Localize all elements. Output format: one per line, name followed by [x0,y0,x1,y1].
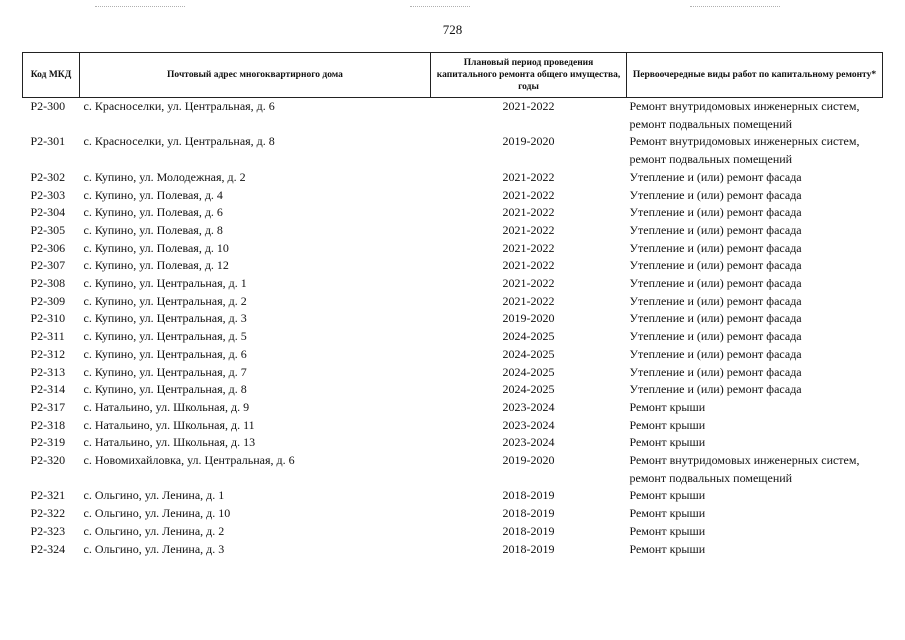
table-row [23,133,883,168]
row-period: 2019-2020 [502,134,555,149]
header-row [23,53,883,98]
row-code: Р2-320 [30,453,66,468]
row-period: 2021-2022 [502,222,555,237]
row-period: 2019-2020 [502,453,555,468]
table-row [23,452,883,487]
table-header [23,53,883,98]
row-works: Утепление и (или) ремонт фасада [629,276,802,291]
row-address: с. Купино, ул. Центральная, д. 3 [83,311,247,326]
table-row [23,505,883,523]
scan-artifact-line [690,6,780,8]
page-number: 728 [442,22,463,37]
row-code: Р2-323 [30,523,66,538]
row-address: с. Натальино, ул. Школьная, д. 11 [83,417,255,432]
row-code: Р2-307 [30,258,66,273]
row-works: Утепление и (или) ремонт фасада [629,258,802,273]
row-works: Утепление и (или) ремонт фасада [629,240,802,255]
header-period: Плановый период проведения капитального ремонта общего имущества, годы [431,53,627,98]
row-period: 2018-2019 [502,523,555,538]
row-works: Утепление и (или) ремонт фасада [629,329,802,344]
row-code: Р2-304 [30,205,66,220]
row-address: с. Ольгино, ул. Ленина, д. 10 [83,506,231,521]
table-row [23,204,883,222]
row-period: 2019-2020 [502,311,555,326]
table-row [23,487,883,505]
row-works: Утепление и (или) ремонт фасада [629,364,802,379]
table-row [23,169,883,187]
row-code: Р2-301 [30,134,66,149]
row-address: с. Купино, ул. Центральная, д. 1 [83,276,247,291]
table-body [23,98,883,559]
row-code: Р2-311 [30,329,65,344]
row-address: с. Купино, ул. Центральная, д. 5 [83,329,247,344]
row-period: 2018-2019 [502,488,555,503]
row-works: Ремонт крыши [629,541,706,556]
row-works: Утепление и (или) ремонт фасада [629,346,802,361]
row-works: Утепление и (или) ремонт фасада [629,169,802,184]
row-code: Р2-324 [30,541,66,556]
row-address: с. Купино, ул. Центральная, д. 8 [83,382,247,397]
table-row [23,417,883,435]
row-works: Ремонт крыши [629,399,706,414]
table-row [23,222,883,240]
table-row [23,240,883,258]
row-period: 2021-2022 [502,258,555,273]
row-code: Р2-303 [30,187,66,202]
row-works: Ремонт внутридомовых инженерных систем, ремонт подвальных помещений [629,453,860,485]
table-row [23,434,883,452]
row-period: 2021-2022 [502,169,555,184]
row-address: с. Красноселки, ул. Центральная, д. 8 [83,134,275,149]
row-code: Р2-302 [30,169,66,184]
row-code: Р2-319 [30,435,66,450]
row-code: Р2-300 [30,99,66,113]
table-row [23,523,883,541]
header-works: Первоочередные виды работ по капитальному ремонту* [627,53,883,98]
row-code: Р2-317 [30,399,66,414]
row-period: 2023-2024 [502,435,555,450]
row-code: Р2-313 [30,364,66,379]
header-address: Почтовый адрес многоквартирного дома [80,53,431,98]
row-address: с. Купино, ул. Полевая, д. 6 [83,205,223,220]
row-works: Ремонт крыши [629,488,706,503]
row-address: с. Ольгино, ул. Ленина, д. 2 [83,523,225,538]
row-address: с. Натальино, ул. Школьная, д. 9 [83,399,250,414]
row-period: 2021-2022 [502,99,555,113]
table-row [23,187,883,205]
row-address: с. Ольгино, ул. Ленина, д. 3 [83,541,225,556]
row-code: Р2-318 [30,417,66,432]
row-code: Р2-308 [30,276,66,291]
row-address: с. Купино, ул. Центральная, д. 6 [83,346,247,361]
table-row [23,275,883,293]
row-code: Р2-314 [30,382,66,397]
scan-artifact-line [95,6,185,8]
row-works: Утепление и (или) ремонт фасада [629,187,802,202]
row-works: Утепление и (или) ремонт фасада [629,205,802,220]
row-address: с. Красноселки, ул. Центральная, д. 6 [83,99,275,113]
row-period: 2024-2025 [502,364,555,379]
table-row [23,98,883,134]
row-period: 2021-2022 [502,205,555,220]
row-code: Р2-306 [30,240,66,255]
row-address: с. Натальино, ул. Школьная, д. 13 [83,435,256,450]
row-period: 2021-2022 [502,187,555,202]
row-works: Ремонт крыши [629,435,706,450]
row-code: Р2-321 [30,488,66,503]
row-code: Р2-322 [30,506,66,521]
row-address: с. Купино, ул. Полевая, д. 8 [83,222,223,237]
row-code: Р2-305 [30,222,66,237]
table-row [23,257,883,275]
table-row [23,328,883,346]
scan-artifact-line [410,6,470,8]
row-period: 2021-2022 [502,276,555,291]
row-period: 2021-2022 [502,240,555,255]
row-address: с. Ольгино, ул. Ленина, д. 1 [83,488,225,503]
row-period: 2024-2025 [502,329,555,344]
table-row [23,310,883,328]
row-code: Р2-309 [30,293,66,308]
table-row [23,399,883,417]
row-works: Ремонт крыши [629,506,706,521]
row-address: с. Купино, ул. Центральная, д. 7 [83,364,247,379]
row-period: 2023-2024 [502,399,555,414]
row-works: Утепление и (или) ремонт фасада [629,311,802,326]
row-works: Ремонт крыши [629,523,706,538]
row-period: 2018-2019 [502,541,555,556]
row-works: Ремонт внутридомовых инженерных систем, ремонт подвальных помещений [629,99,860,131]
table-row [23,541,883,559]
row-address: с. Купино, ул. Полевая, д. 4 [83,187,223,202]
header-code: Код МКД [23,53,80,98]
row-works: Утепление и (или) ремонт фасада [629,293,802,308]
row-works: Утепление и (или) ремонт фасада [629,222,802,237]
table-row [23,381,883,399]
row-address: с. Купино, ул. Полевая, д. 12 [83,258,229,273]
row-period: 2021-2022 [502,293,555,308]
table-row [23,346,883,364]
row-period: 2024-2025 [502,346,555,361]
row-address: с. Купино, ул. Полевая, д. 10 [83,240,229,255]
row-code: Р2-310 [30,311,66,326]
row-address: с. Купино, ул. Центральная, д. 2 [83,293,247,308]
table-row [23,293,883,311]
row-works: Ремонт внутридомовых инженерных систем, ремонт подвальных помещений [629,134,860,167]
row-works: Ремонт крыши [629,417,706,432]
row-period: 2024-2025 [502,382,555,397]
table-row [23,364,883,382]
row-period: 2018-2019 [502,506,555,521]
capital-repair-table [22,52,883,558]
row-code: Р2-312 [30,346,66,361]
row-address: с. Новомихайловка, ул. Центральная, д. 6 [83,453,295,468]
row-address: с. Купино, ул. Молодежная, д. 2 [83,169,246,184]
row-period: 2023-2024 [502,417,555,432]
row-works: Утепление и (или) ремонт фасада [629,382,802,397]
